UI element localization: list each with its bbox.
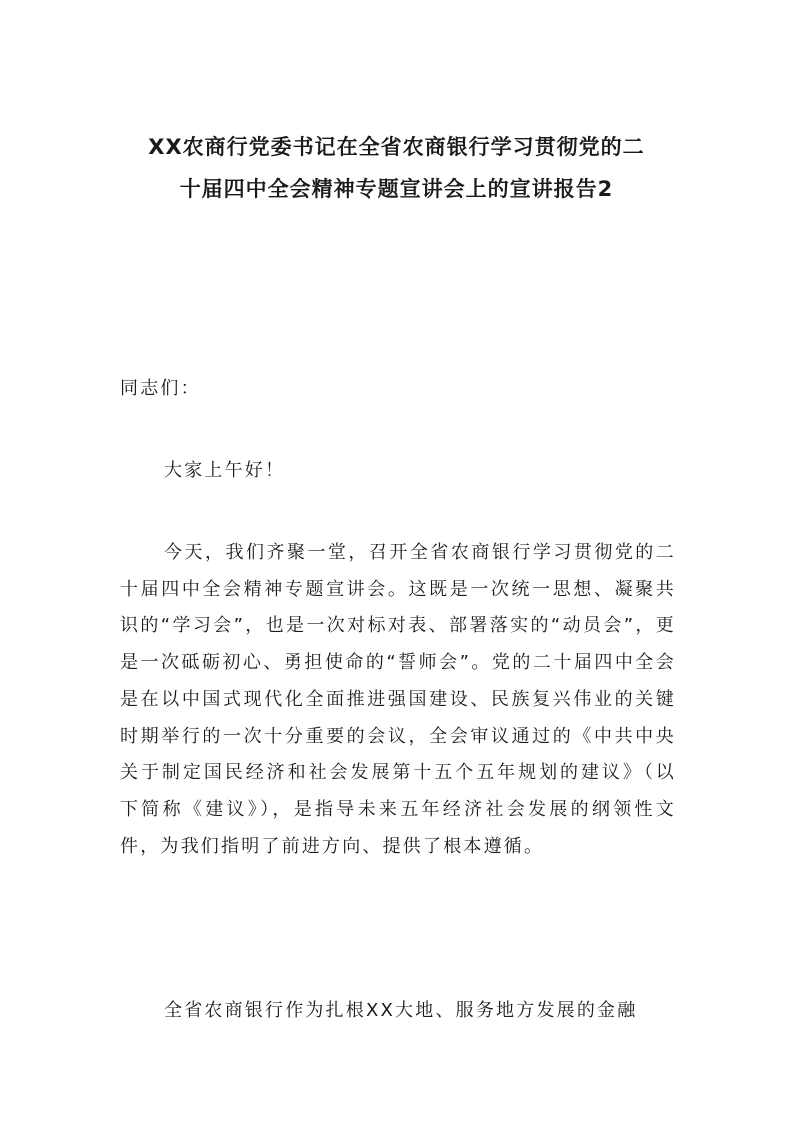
- document-title: [100, 126, 693, 210]
- paragraph-1: 今天，我们齐聚一堂，召开全省农商银行学习贯彻党的二十届四中全会精神专题宣讲会。这既是一次统一思想、凝聚共识的“学习会”，也是一次对标对表、部署落实的“动员会”，更是一次砥砺初心、勇担使命的“誓师会”。党的二十届四中全会是在以中国式现代化全面推进强国建设、民族复兴伟业的关键时期举行的一次十分重要的会议，全会审议通过的《中共中央关于制定国民经济和社会发展第十五个五年规划的建议》（以下简称《建议》），是指导未来五年经济社会发展的纲领性文件，为我们指明了前进方向、提供了根本遵循。: [120, 542, 676, 857]
- greeting: 大家上午好！: [164, 460, 286, 481]
- title-line-2: 十届四中全会精神专题宣讲会上的宣讲报告2: [179, 177, 614, 201]
- paragraph-2: 全省农商银行作为扎根XX大地、服务地方发展的金融: [164, 1000, 638, 1021]
- title-line-1: XX农商行党委书记在全省农商银行学习贯彻党的二: [148, 135, 645, 159]
- salutation: 同志们：: [120, 378, 201, 399]
